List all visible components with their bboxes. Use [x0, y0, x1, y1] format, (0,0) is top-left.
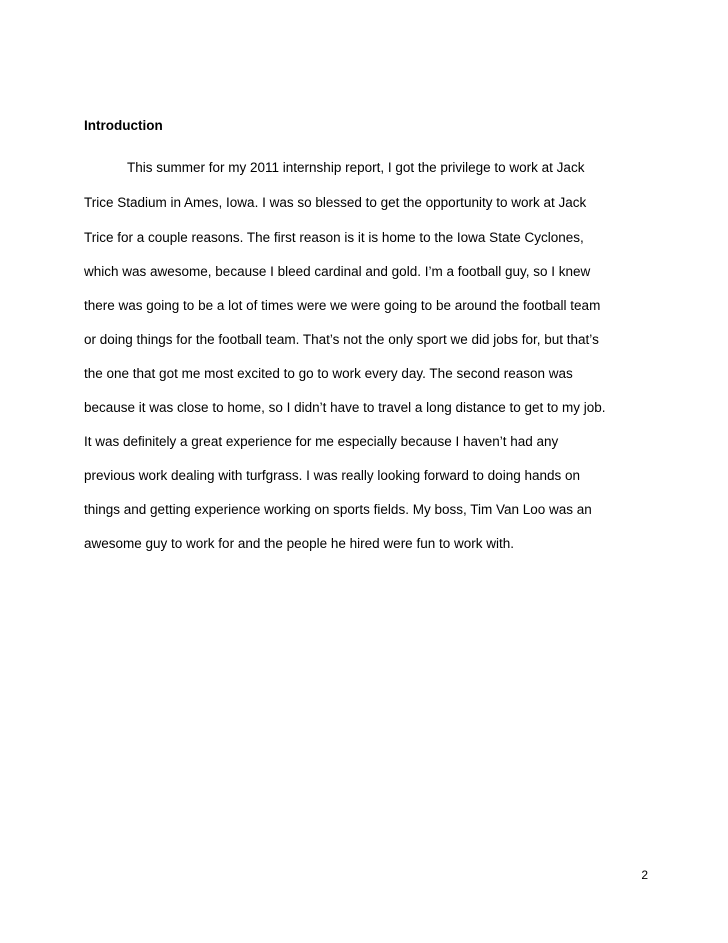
section-heading: Introduction — [84, 118, 163, 133]
paragraph-line: which was awesome, because I bleed cardinal and gold. I’m a football guy, so I knew — [84, 264, 591, 279]
paragraph-line: or doing things for the football team. That’s not the only sport we did jobs for, but that’s — [84, 332, 599, 347]
paragraph-line: previous work dealing with turfgrass. I was really looking forward to doing hands on — [84, 468, 581, 483]
paragraph-line: Trice for a couple reasons. The first reason is it is home to the Iowa State Cyclones, — [84, 230, 584, 245]
paragraph-line: the one that got me most excited to go to work every day. The second reason was — [84, 366, 573, 381]
page-number: 2 — [641, 868, 648, 882]
paragraph-line: things and getting experience working on sports fields. My boss, Tim Van Loo was an — [84, 502, 592, 517]
paragraph-line: Trice Stadium in Ames, Iowa. I was so blessed to get the opportunity to work at Jack — [84, 195, 587, 210]
paragraph-line: because it was close to home, so I didn’t have to travel a long distance to get to my job. — [84, 400, 606, 415]
paragraph-line: awesome guy to work for and the people he hired were fun to work with. — [84, 536, 514, 551]
paragraph-line: This summer for my 2011 internship report, I got the privilege to work at Jack — [127, 160, 585, 175]
paragraph-line: there was going to be a lot of times were we were going to be around the football team — [84, 298, 601, 313]
paragraph-line: It was definitely a great experience for me especially because I haven’t had any — [84, 434, 559, 449]
